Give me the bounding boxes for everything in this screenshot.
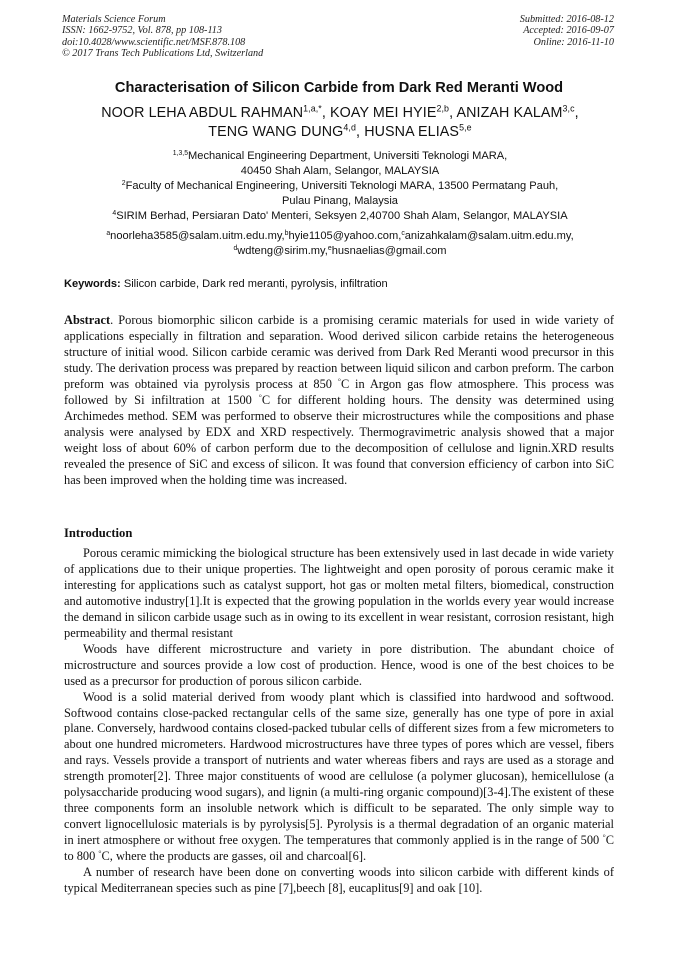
affiliation-superscript: 1,3,5 <box>172 149 189 157</box>
author-superscript: 4,d <box>343 122 357 133</box>
degree-symbol: ° <box>258 392 262 402</box>
degree-symbol: ° <box>337 376 341 386</box>
abstract-text: C in Argon gas flow atmosphere. This process was followed by Si infiltration at 1500 <box>64 376 615 407</box>
email-list <box>40 229 640 258</box>
accepted-date: Accepted: 2016-09-07 <box>523 25 614 37</box>
email-link-d[interactable]: wdteng@sirim.my, <box>237 244 328 257</box>
email-superscript: b <box>284 229 289 237</box>
abstract-paragraph <box>64 313 614 488</box>
intro-paragraph <box>64 690 614 865</box>
affiliation-line: Pulau Pinang, Malaysia <box>282 195 398 207</box>
journal-info-header <box>62 14 263 59</box>
abstract-text: . Porous biomorphic silicon carbide is a promising ceramic materials for used in wide variety of applications especially in filtration and separation. Wood derived silicon carbide retains the heterogeneous structure of initial wood. Silicon carbide ceramic was derived from Dark Red Meranti wood precursor in this study. The derivation process was prepared by reaction between liquid silicon and carbon preform. The carbon preform was obtained via pyrolysis process at 850 <box>64 313 614 391</box>
intro-paragraph: A number of research have been done on converting woods into silicon carbide with different kinds of typical Mediterranean species such as pine [7],beech [8], eucaplitus[9] and oak [10]. <box>64 865 614 896</box>
intro-text: C to 800 <box>64 833 614 864</box>
intro-paragraph: Porous ceramic mimicking the biological structure has been extensively used in last decade in wide variety of applications due to their unique properties. The lightweight and open porosity of porous ceramic make it interesting for applications such as catalyst support, hot gas or molten metal filters, biomedical, construction and automotive industry[1].It is expected that the growing population in the worlds every year would increase the demand in silicon carbide usage such as in owing to its excellent in wear resistant, corrosion resistant, high permeability and thermal resistant <box>64 546 614 640</box>
journal-issn: ISSN: 1662-9752, Vol. 878, pp 108-113 <box>62 25 222 37</box>
journal-doi[interactable]: doi:10.4028/www.scientific.net/MSF.878.108 <box>62 36 246 48</box>
introduction-heading: Introduction <box>64 526 133 540</box>
author-name: KOAY MEI HYIE <box>330 105 437 121</box>
author-list: NOOR LEHA ABDUL $RAHMAN^{1,a,*}$, KOAY MEI HYIE$^{2,b}$, ANIZAH KALAM$^{3,c}$, TENG WANG DUNG$^{4,d}$, HUSNA ELIAS$^{5,e}$ <box>101 103 579 140</box>
abstract-section <box>64 313 614 488</box>
author-name: NOOR LEHA ABDUL RAHMAN <box>101 105 304 121</box>
intro-paragraph: Woods have different microstructure and variety in pore distribution. The abundant choice of microstructure and sources provide a low cost of production. Hence, wood is one of the best choices to be used as a precursor for production of porous silicon carbide. <box>64 641 614 688</box>
affiliation-superscript: 2 <box>121 179 126 187</box>
author-name: TENG WANG DUNG <box>208 124 344 140</box>
affiliation-superscript: 4 <box>112 209 117 217</box>
affiliation-line: SIRIM Berhad, Persiaran Dato' Menteri, Seksyen 2,40700 Shah Alam, Selangor, MALAYSIA <box>116 210 568 222</box>
email-link-c[interactable]: anizahkalam@salam.uitm.edu.my, <box>404 230 574 242</box>
author-superscript: 3,c <box>562 103 575 114</box>
abstract-text: C for different holding hours. The density was determined using Archimedes method. SEM was performed to observe their microstructures while the compositions and phase analysis were analysed by EDX and XRD respectively. Thermogravimetric analysis showed that a major weight loss of about 60% of carbon perform due to the decomposition of cellulose and lignin.XRD results revealed the presence of SiC and excess of silicon. It was found that conversion efficiency of carbon into SiC has been improved when the holding time was increased. <box>64 392 614 487</box>
email-superscript: d <box>233 244 238 252</box>
affiliation-line: 40450 Shah Alam, Selangor, MALAYSIA <box>240 165 440 177</box>
keywords-label: Keywords: <box>64 278 121 290</box>
email-link-a[interactable]: noorleha3585@salam.uitm.edu.my, <box>110 230 285 242</box>
author-name: ANIZAH KALAM <box>456 105 563 121</box>
keywords-line <box>64 278 624 290</box>
email-link-b[interactable]: hyie1105@yahoo.com, <box>288 230 402 242</box>
introduction-section <box>64 546 614 897</box>
affiliation <box>40 209 640 224</box>
paper-title: Characterisation of Silicon Carbide from Dark Red Meranti Wood <box>114 80 564 96</box>
journal-name: Materials Science Forum <box>62 14 166 25</box>
intro-text: Wood is a solid material derived from woody plant which is classified into hardwood and softwood. Softwood contains close-packed rectangular cells of the same size, generally has one type of pore in axial plane. Conversely, hardwood contains closed-packed tubular cells of different sizes from a few micrometers to about one hundred micrometers. Hardwood microstructures have three types of pores which are vessel, fibers and rays. Vessels provide a transport of nutrients and water whereas fibers and rays are used as a storage and strength promoter[2]. Three major constituents of wood are cellulose (a polymer glucosan), hemicellulose (a polysaccharide producing wood sugars), and lignin (a multi-ring organic compound)[3-4].The existent of these three components form an insoluble network which is difficult to be separated. The only simple way to convert lignocellulosic materials is by pyrolysis[5]. Pyrolysis is a thermal degradation of an organic material in inert atmosphere or without free oxygen. The temperatures that commonly applied is in the range of 500 <box>64 689 614 848</box>
email-link-e[interactable]: husnaelias@gmail.com <box>331 244 447 257</box>
affiliation-line: Mechanical Engineering Department, Universiti Teknologi MARA, <box>188 150 508 162</box>
degree-symbol: ° <box>98 848 102 858</box>
author-superscript: 2,b <box>436 103 450 114</box>
affiliation-line: Faculty of Mechanical Engineering, Universiti Teknologi MARA, 13500 Permatang Pauh, <box>125 180 559 192</box>
affiliation <box>40 149 640 164</box>
author-superscript: 1,a,* <box>303 103 322 114</box>
submission-dates-header <box>520 14 614 48</box>
intro-text: C, where the products are gasses, oil and charcoal[6]. <box>101 849 367 864</box>
email-superscript: e <box>327 244 332 252</box>
submitted-date: Submitted: 2016-08-12 <box>519 14 614 25</box>
affiliation-list <box>40 149 640 224</box>
degree-symbol: ° <box>602 832 606 842</box>
author-name: HUSNA ELIAS <box>364 124 460 140</box>
affiliation <box>40 179 640 194</box>
email-superscript: a <box>106 229 111 237</box>
author-superscript: 5,e <box>459 122 472 133</box>
email-superscript: c <box>401 229 405 237</box>
abstract-label: Abstract <box>64 313 111 327</box>
keywords-text: Silicon carbide, Dark red meranti, pyrolysis, infiltration <box>123 278 388 290</box>
journal-copyright: © 2017 Trans Tech Publications Ltd, Switzerland <box>62 47 264 59</box>
online-date: Online: 2016-11-10 <box>533 36 614 48</box>
